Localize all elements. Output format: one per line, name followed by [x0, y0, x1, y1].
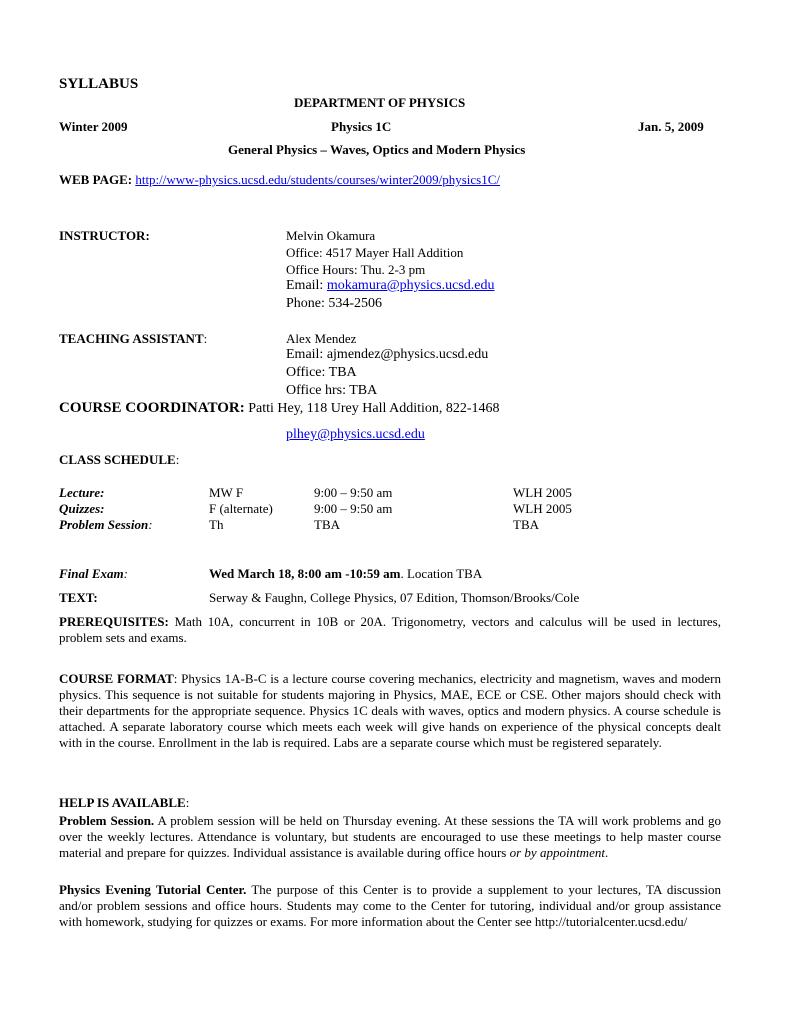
textbook-value: Serway & Faughn, College Physics, 07 Edition, Thomson/Brooks/Cole	[209, 590, 580, 605]
coordinator-label: COURSE COORDINATOR:	[59, 400, 245, 416]
term: Winter 2009	[59, 119, 128, 134]
prerequisites-paragraph	[59, 614, 721, 646]
tutorial-center-text: The purpose of this Center is to provide a supplement to your lectures, TA discussion and/or problem sessions and office hours. Students may come to the Center for tutoring, individual and/or group assistance with homework, studying for quizzes or exams. For more information about the Center see http://tutorialcenter.ucsd.edu/	[59, 882, 721, 929]
instructor-office: Office: 4517 Mayer Hall Addition	[286, 245, 464, 260]
final-exam-when: Wed March 18, 8:00 am -10:59 am	[209, 566, 401, 581]
problem-session-label: Problem Session.	[59, 813, 155, 828]
ta-hours: Office hrs: TBA	[286, 383, 378, 398]
schedule-label: CLASS SCHEDULE	[59, 452, 176, 467]
help-label: HELP IS AVAILABLE	[59, 795, 186, 810]
course-format-text: : Physics 1A-B-C is a lecture course covering mechanics, electricity and magnetism, waves and modern physics. This sequence is not suitable for students majoring in Physics, MAE, ECE or CSE. Other majors should check with their departments for the appropriate sequence. Physics 1C deals with waves, optics and modern physics. A course schedule is attached. A separate laboratory course which meets each week will give hands on experience of the physical concepts dealt with in the course. Enrollment in the lab is required. Labs are a separate course which must be registered separately.	[59, 671, 721, 750]
final-exam-label: Final Exam	[59, 566, 124, 581]
prerequisites-label: PREREQUISITES:	[59, 614, 169, 629]
ta-label: TEACHING ASSISTANT	[59, 331, 204, 346]
schedule-row-name: Quizzes:	[59, 501, 105, 516]
help-label-line	[59, 795, 189, 810]
tutorial-center-paragraph	[59, 882, 721, 930]
tutorial-center-label: Physics Evening Tutorial Center.	[59, 882, 247, 897]
instructor-email-line	[286, 278, 494, 294]
textbook-label: TEXT:	[59, 590, 98, 605]
problem-session-paragraph	[59, 813, 721, 861]
department-name: DEPARTMENT OF PHYSICS	[294, 95, 466, 110]
coordinator-email-link[interactable]: plhey@physics.ucsd.edu	[286, 427, 425, 442]
schedule-row-time: 9:00 – 9:50 am	[314, 501, 393, 516]
schedule-label-colon: :	[175, 452, 180, 467]
schedule-row-name	[59, 517, 153, 532]
schedule-row-location: WLH 2005	[513, 485, 572, 500]
problem-session-italic: or by appointment	[509, 845, 605, 860]
instructor-name: Melvin Okamura	[286, 228, 376, 243]
coordinator-info: Patti Hey, 118 Urey Hall Addition, 822-1468	[244, 401, 500, 416]
schedule-row-days: MW F	[209, 485, 244, 500]
instructor-hours: Office Hours: Thu. 2-3 pm	[286, 262, 426, 277]
ta-name: Alex Mendez	[286, 331, 357, 346]
instructor-phone: Phone: 534-2506	[286, 296, 383, 311]
final-exam-location: . Location TBA	[400, 566, 483, 581]
instructor-label: INSTRUCTOR:	[59, 228, 150, 243]
course-format-paragraph	[59, 671, 721, 751]
syllabus-date: Jan. 5, 2009	[638, 119, 704, 134]
problem-session-text: A problem session will be held on Thursday evening. At these sessions the TA will work problems and go over the weekly lectures. Attendance is voluntary, but students are encouraged to use these meetings to help master course material and prepare for quizzes. Individual assistance is available during office hours	[59, 813, 721, 860]
schedule-row-days: F (alternate)	[209, 501, 273, 516]
instructor-email-label: Email:	[286, 278, 327, 293]
prerequisites-text: Math 10A, concurrent in 10B or 20A. Trigonometry, vectors and calculus will be used in lectures, problem sets and exams.	[59, 614, 721, 645]
schedule-row-location: WLH 2005	[513, 501, 572, 516]
schedule-row-name-colon: :	[148, 517, 153, 532]
course-web-link[interactable]: http://www-physics.ucsd.edu/students/courses/winter2009/physics1C/	[135, 172, 501, 187]
schedule-row-time: TBA	[314, 517, 340, 532]
schedule-label-line	[59, 452, 179, 467]
web-page-label: WEB PAGE:	[59, 172, 133, 187]
ta-label-colon: :	[203, 331, 208, 346]
ta-label-line	[59, 331, 207, 346]
ta-office: Office: TBA	[286, 365, 357, 380]
final-exam-label-colon: :	[123, 566, 129, 581]
instructor-email-link[interactable]: mokamura@physics.ucsd.edu	[326, 278, 495, 293]
schedule-row-name-text: Problem Session	[59, 517, 149, 532]
ta-email: Email: ajmendez@physics.ucsd.edu	[286, 347, 489, 362]
problem-session-end: .	[604, 845, 609, 860]
course-number: Physics 1C	[331, 119, 392, 134]
schedule-row-name: Lecture:	[59, 485, 105, 500]
course-subtitle: General Physics – Waves, Optics and Modern Physics	[228, 142, 526, 157]
help-label-colon: :	[185, 795, 190, 810]
final-exam-label-line	[59, 566, 128, 581]
final-exam-details	[209, 566, 482, 581]
document-title: SYLLABUS	[59, 76, 139, 92]
schedule-row-time: 9:00 – 9:50 am	[314, 485, 393, 500]
course-format-label: COURSE FORMAT	[59, 671, 174, 686]
coordinator-line	[59, 400, 500, 417]
schedule-row-days: Th	[209, 517, 224, 532]
schedule-row-location: TBA	[513, 517, 539, 532]
web-page-line	[59, 172, 500, 187]
